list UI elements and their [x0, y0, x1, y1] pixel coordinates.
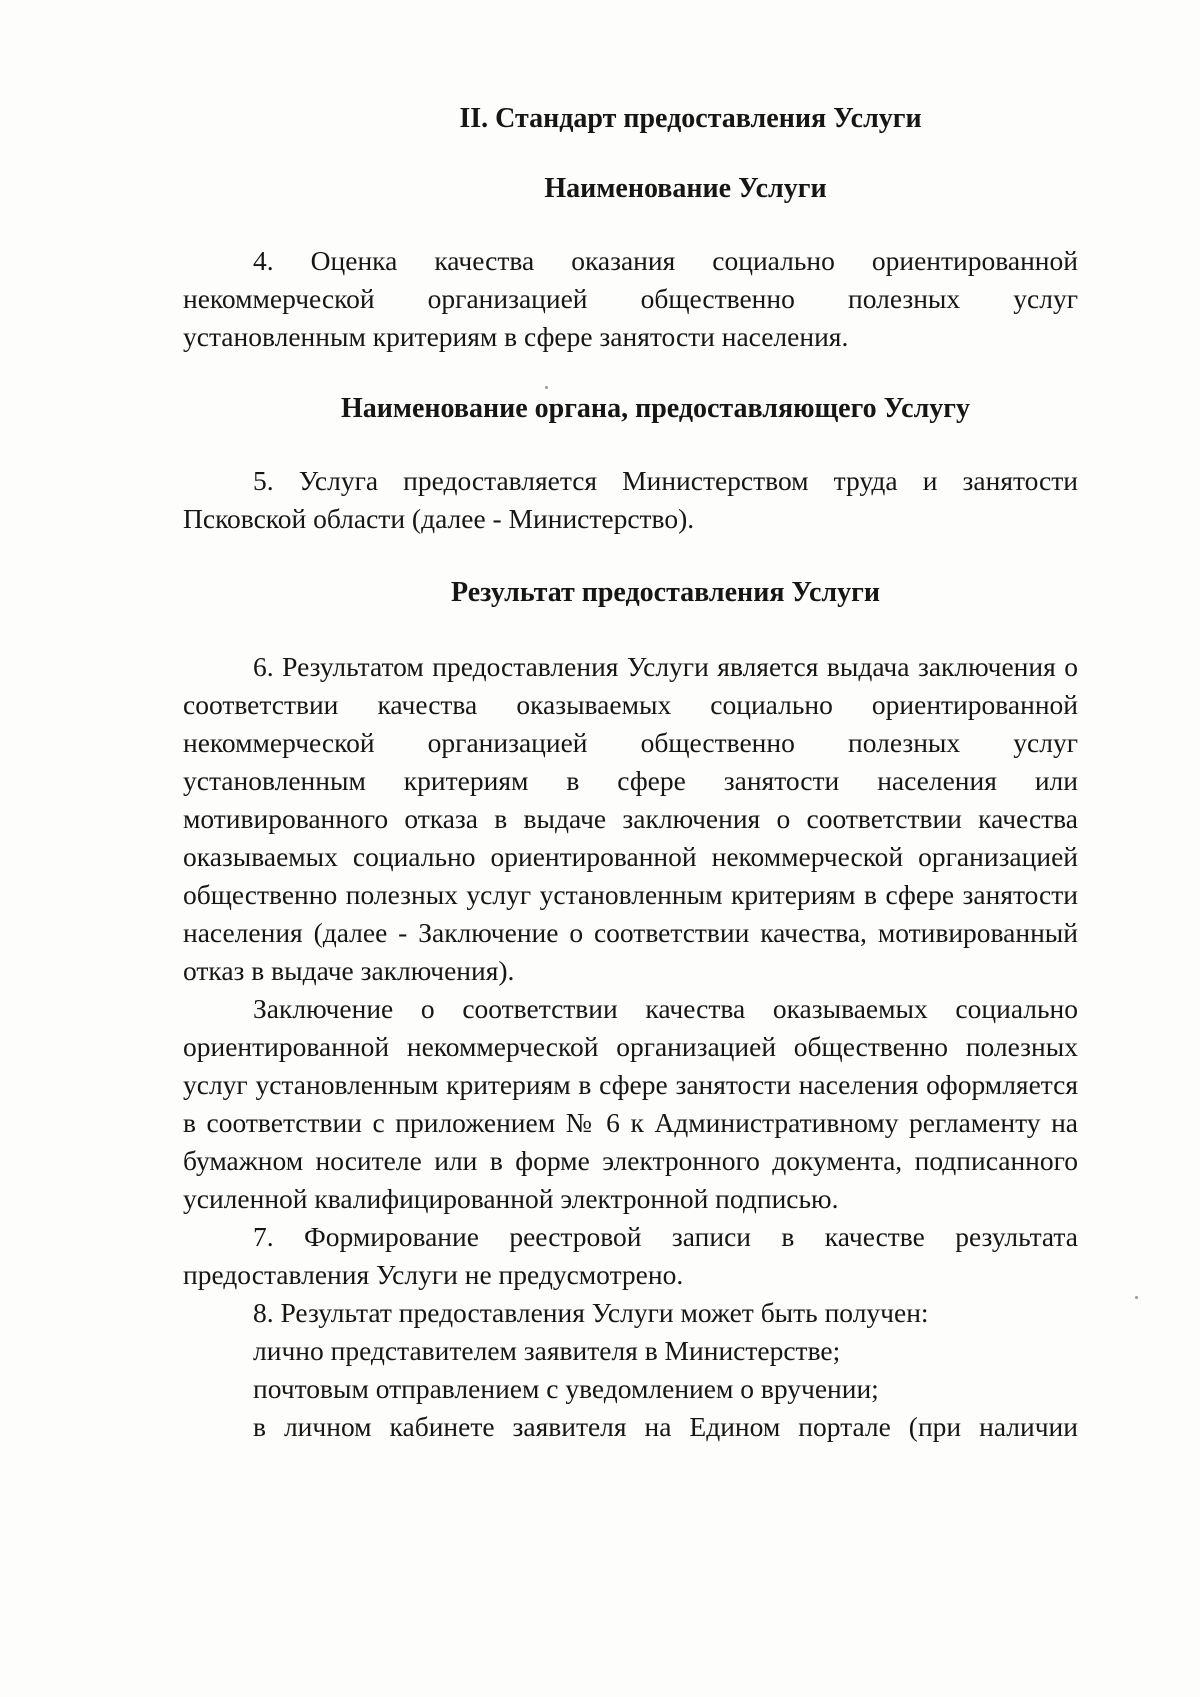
section-title: II. Стандарт предоставления Услуги [459, 103, 922, 134]
paragraph-8: 8. Результат предоставления Услуги может быть получен: [253, 1297, 929, 1328]
list-item: лично представителем заявителя в Министерстве; [253, 1335, 841, 1366]
scan-speck [545, 386, 548, 389]
heading-authority: Наименование органа, предоставляющего Услугу [340, 393, 970, 424]
paragraph-6-conclusion: Заключение о соответствии качества оказываемых социально ориентированной некоммерческой организацией общественно полезных услуг установленным критериям в сфере занятости населения оформляется в соответствии с приложением № 6 к Административному регламенту на бумажном носителе или в форме электронного документа, подписанного усиленной квалифицированной электронной подписью. [183, 993, 1078, 1214]
paragraph-5: 5. Услуга предоставляется Министерством труда и занятости Псковской области (далее - Министерство). [183, 465, 1078, 534]
paragraph-4: 4. Оценка качества оказания социально ориентированной некоммерческой организацией общественно полезных услуг установленным критериям в сфере занятости населения. [183, 245, 1078, 352]
heading-result: Результат предоставления Услуги [451, 577, 880, 608]
document-body [183, 100, 1078, 1446]
list-item: почтовым отправлением с уведомлением о вручении; [253, 1373, 879, 1404]
paragraph-7: 7. Формирование реестровой записи в качестве результата предоставления Услуги не предусмотрено. [183, 1221, 1078, 1290]
paragraph-6: 6. Результатом предоставления Услуги является выдача заключения о соответствии качества оказываемых социально ориентированной некоммерческой организацией общественно полезных услуг установленным критериям в сфере занятости населения или мотивированного отказа в выдаче заключения о соответствии качества оказываемых социально ориентированной некоммерческой организацией общественно полезных услуг установленным критериям в сфере занятости населения (далее - Заключение о соответствии качества, мотивированный отказ в выдаче заключения). [183, 651, 1078, 986]
list-item: в личном кабинете заявителя на Едином портале (при наличии [253, 1411, 1078, 1442]
scan-speck [1135, 1296, 1138, 1299]
heading-service-name: Наименование Услуги [544, 173, 827, 204]
